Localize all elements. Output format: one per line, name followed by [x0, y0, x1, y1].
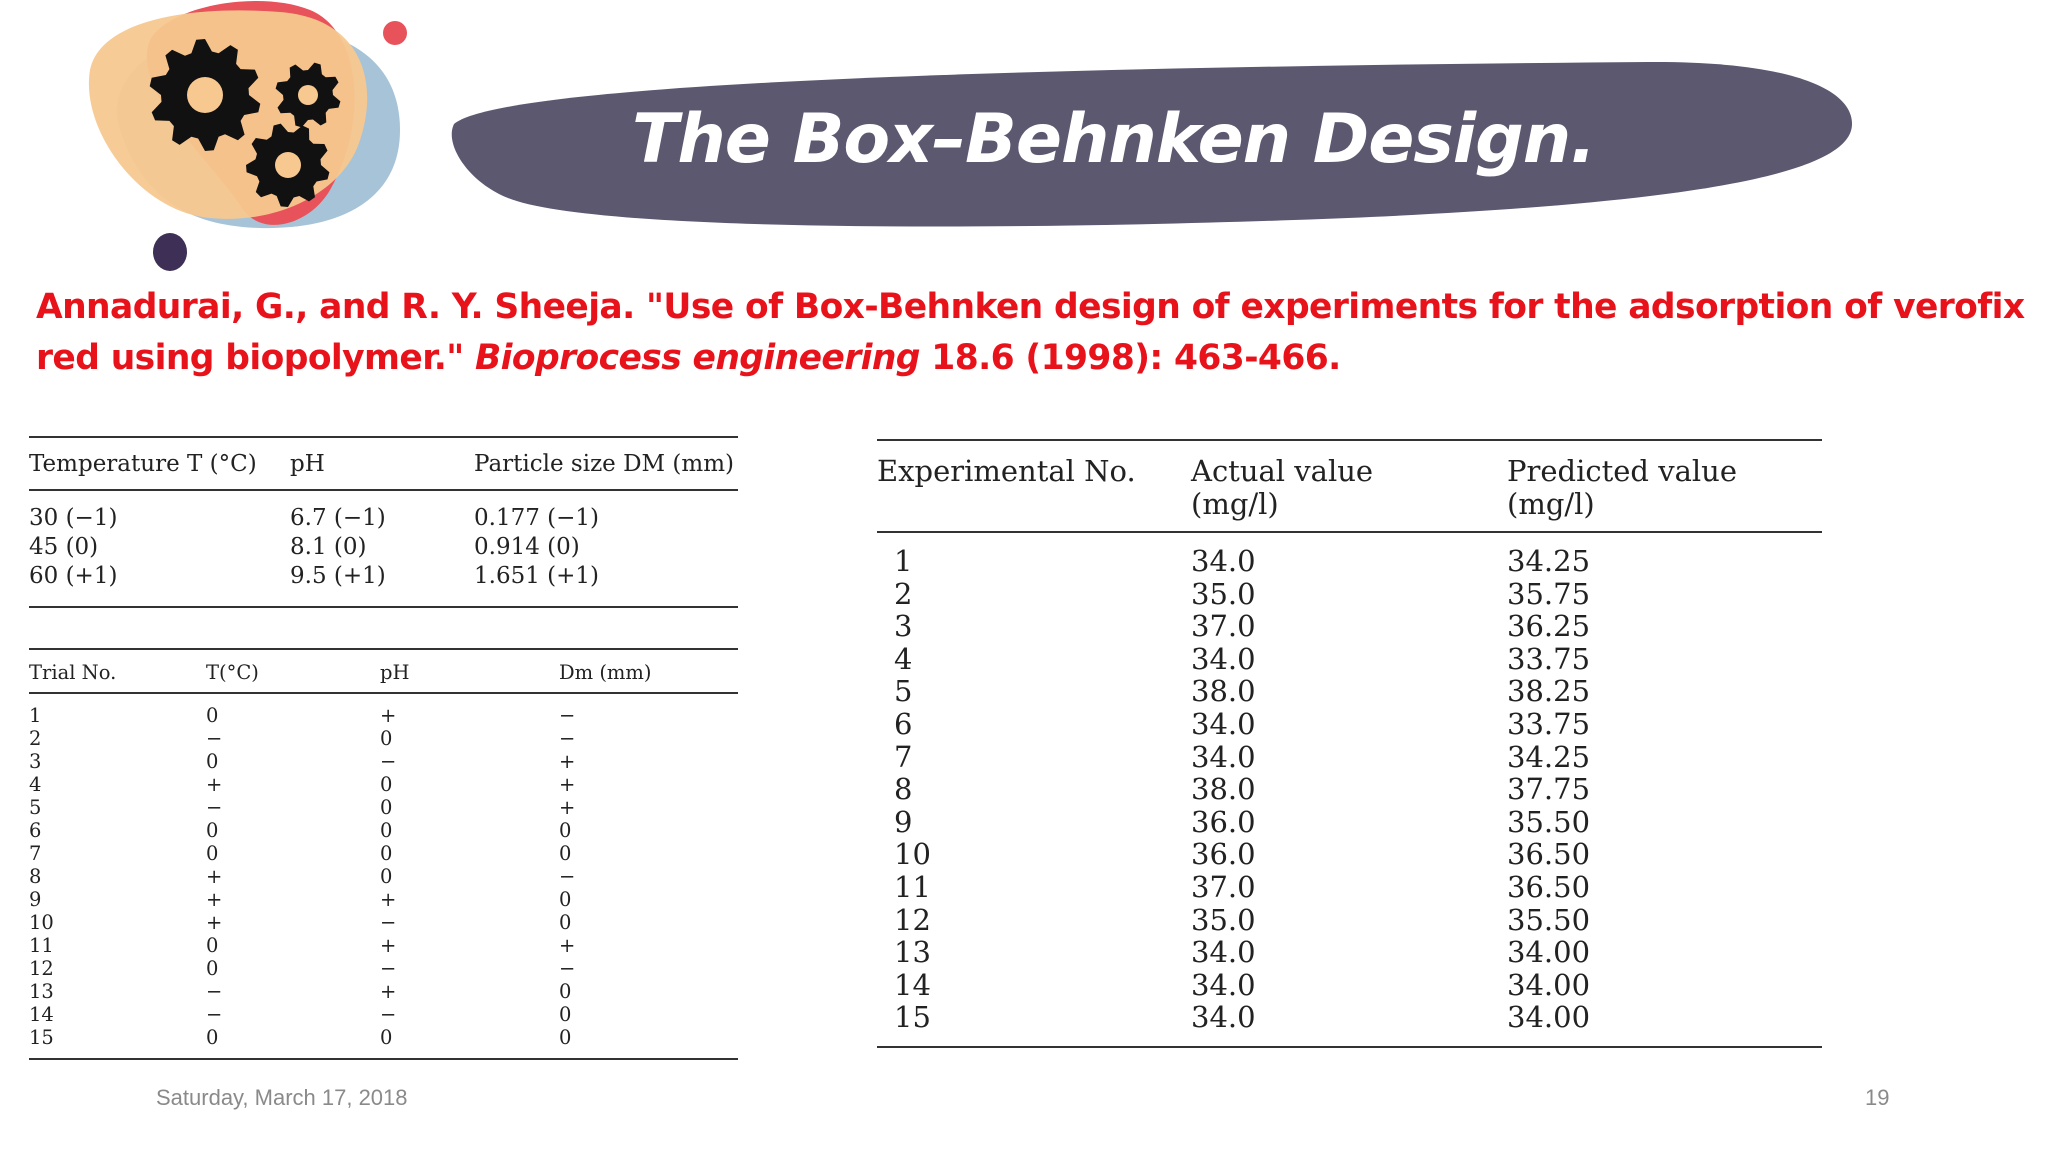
design-matrix-table: [29, 648, 738, 1060]
table-cell: 0: [559, 819, 572, 842]
table-row: [29, 888, 738, 911]
table-row: [29, 842, 738, 865]
table-row: [29, 750, 738, 773]
table-row: [877, 773, 1822, 806]
table-cell: 37.0: [1191, 609, 1256, 644]
table-cell: +: [380, 888, 397, 911]
table-cell: 10: [29, 911, 54, 934]
table-cell: 0: [559, 1026, 572, 1049]
table-cell: 36.0: [1191, 804, 1256, 839]
table-cell: −: [206, 796, 223, 819]
table-cell: +: [380, 704, 397, 727]
table-cell: 38.0: [1191, 674, 1256, 709]
table-row: [29, 796, 738, 819]
table-cell: −: [380, 750, 397, 773]
column-header: Experimental No.: [877, 454, 1136, 488]
table-cell: 34.25: [1507, 544, 1591, 578]
column-header: Trial No.: [29, 661, 117, 684]
table-cell: 36.50: [1507, 837, 1591, 872]
table-cell: 0: [559, 1003, 572, 1026]
table-cell: 0: [380, 796, 393, 819]
table-cell: 34.0: [1191, 641, 1256, 676]
table-cell: 35.50: [1507, 902, 1591, 937]
table-cell: 11: [29, 934, 54, 957]
table-row: [29, 934, 738, 957]
table-cell: 8: [29, 865, 42, 888]
table-cell: 35.50: [1507, 804, 1591, 839]
table-header-row: [29, 437, 738, 490]
table-cell: 3: [894, 609, 913, 644]
column-header: Dm (mm): [559, 661, 652, 684]
table-cell: 7: [29, 842, 42, 865]
table-cell: 11: [894, 869, 931, 904]
table-row: [29, 911, 738, 934]
table-cell: 37.0: [1191, 869, 1256, 904]
table-cell: −: [206, 727, 223, 750]
table-row: [877, 871, 1822, 904]
table-cell: 15: [894, 1000, 931, 1035]
table-cell: 35.75: [1507, 576, 1591, 611]
table-cell: 38.25: [1507, 674, 1591, 709]
citation-journal: Bioprocess engineering: [474, 338, 920, 378]
table-cell: 34.0: [1191, 739, 1256, 774]
page-number: 19: [1865, 1085, 1890, 1110]
table-cell: 0: [380, 819, 393, 842]
table-cell: +: [206, 865, 223, 888]
table-row: [29, 533, 738, 562]
table-cell: 14: [894, 967, 931, 1002]
table-cell: 34.0: [1191, 706, 1256, 741]
table-cell: 0.177 (−1): [474, 505, 600, 531]
table-cell: 1: [894, 544, 913, 578]
dot-dark: [153, 233, 187, 271]
table-cell: −: [380, 911, 397, 934]
table-cell: 0: [380, 727, 393, 750]
table-cell: 5: [894, 674, 913, 709]
table-row: [877, 610, 1822, 643]
footer-date: Saturday, March 17, 2018: [156, 1085, 408, 1110]
table-cell: 0: [559, 888, 572, 911]
table-cell: 36.25: [1507, 609, 1591, 644]
table-cell: 0: [559, 842, 572, 865]
table-cell: 10: [894, 837, 931, 872]
table-row: [877, 806, 1822, 839]
table-row: [29, 980, 738, 1003]
table-cell: 6: [894, 706, 913, 741]
table-cell: 0.914 (0): [474, 534, 580, 560]
table-row: [877, 936, 1822, 969]
column-header: pH: [380, 661, 410, 684]
table-row: [877, 578, 1822, 611]
table-row: [29, 957, 738, 980]
table-header-row: [877, 440, 1822, 532]
table-cell: 34.00: [1507, 1000, 1591, 1035]
table-cell: 37.75: [1507, 772, 1591, 807]
table-cell: 34.00: [1507, 967, 1591, 1002]
results-table: [877, 439, 1822, 1048]
table-cell: 0: [380, 1026, 393, 1049]
table-cell: 14: [29, 1003, 54, 1026]
table-row: [877, 532, 1822, 578]
table-row: [877, 708, 1822, 741]
citation: [36, 282, 2026, 384]
table-cell: +: [380, 980, 397, 1003]
table-cell: 0: [380, 773, 393, 796]
table-cell: +: [559, 934, 576, 957]
table-cell: 15: [29, 1026, 54, 1049]
table-row: [877, 643, 1822, 676]
table-cell: +: [380, 934, 397, 957]
table-cell: 2: [29, 727, 42, 750]
column-header: Predicted value (mg/l): [1507, 454, 1738, 521]
table-cell: −: [559, 704, 576, 727]
table-cell: −: [380, 957, 397, 980]
table-cell: 12: [894, 902, 931, 937]
table-cell: 33.75: [1507, 706, 1591, 741]
table-row: [877, 969, 1822, 1002]
table-cell: +: [206, 773, 223, 796]
table-cell: 33.75: [1507, 641, 1591, 676]
table-cell: +: [206, 888, 223, 911]
table-cell: 13: [29, 980, 54, 1003]
table-row: [29, 865, 738, 888]
table-cell: 30 (−1): [29, 505, 118, 531]
table-row: [877, 1001, 1822, 1047]
table-cell: 0: [206, 934, 219, 957]
table-row: [29, 490, 738, 533]
column-header: Particle size DM (mm): [474, 451, 734, 477]
table-cell: −: [559, 865, 576, 888]
table-cell: 9.5 (+1): [290, 563, 386, 589]
table-cell: 60 (+1): [29, 563, 118, 589]
table-cell: 0: [206, 842, 219, 865]
table-cell: 0: [559, 980, 572, 1003]
table-cell: 2: [894, 576, 913, 611]
column-header: Actual value (mg/l): [1191, 454, 1374, 521]
table-cell: 3: [29, 750, 42, 773]
table-header-row: [29, 649, 738, 693]
table-cell: 8: [894, 772, 913, 807]
citation-text: Annadurai, G., and R. Y. Sheeja. "Use of Box-Behnken design of experiments for the adsorption of verofix red using biopolymer.": [36, 287, 2025, 378]
table-cell: 1.651 (+1): [474, 563, 600, 589]
factor-levels-table: [29, 436, 738, 608]
table-cell: −: [206, 1003, 223, 1026]
table-cell: 5: [29, 796, 42, 819]
table-cell: 12: [29, 957, 54, 980]
table-cell: 34.0: [1191, 1000, 1256, 1035]
table-row: [29, 1003, 738, 1026]
table-cell: 0: [559, 911, 572, 934]
table-cell: 34.0: [1191, 967, 1256, 1002]
table-cell: 35.0: [1191, 576, 1256, 611]
table-cell: +: [559, 773, 576, 796]
gears-icon: [60, 0, 440, 280]
table-cell: 34.00: [1507, 935, 1591, 970]
table-cell: 9: [29, 888, 42, 911]
table-cell: 6: [29, 819, 42, 842]
table-row: [29, 773, 738, 796]
table-cell: +: [559, 796, 576, 819]
table-cell: 13: [894, 935, 931, 970]
table-cell: −: [559, 957, 576, 980]
table-row: [29, 819, 738, 842]
table-cell: 34.0: [1191, 935, 1256, 970]
table-cell: 38.0: [1191, 772, 1256, 807]
table-cell: 4: [29, 773, 42, 796]
table-row: [29, 727, 738, 750]
page-title: The Box–Behnken Design.: [632, 100, 1596, 179]
citation-rest: 18.6 (1998): 463-466.: [919, 338, 1341, 378]
table-cell: −: [380, 1003, 397, 1026]
table-cell: +: [559, 750, 576, 773]
table-cell: 34.0: [1191, 544, 1256, 578]
table-row: [877, 904, 1822, 937]
table-cell: 45 (0): [29, 534, 99, 560]
column-header: Temperature T (°C): [29, 451, 257, 477]
table-row: [29, 562, 738, 607]
table-cell: −: [206, 980, 223, 1003]
dot-red: [383, 21, 407, 45]
table-cell: 36.0: [1191, 837, 1256, 872]
table-cell: 0: [206, 1026, 219, 1049]
table-row: [877, 838, 1822, 871]
column-header: T(°C): [206, 661, 259, 684]
table-cell: 6.7 (−1): [290, 505, 386, 531]
table-cell: −: [559, 727, 576, 750]
table-cell: 0: [380, 842, 393, 865]
table-row: [29, 1026, 738, 1059]
table-cell: +: [206, 911, 223, 934]
table-cell: 0: [206, 819, 219, 842]
table-cell: 0: [206, 704, 219, 727]
table-cell: 7: [894, 739, 913, 774]
table-cell: 36.50: [1507, 869, 1591, 904]
table-cell: 35.0: [1191, 902, 1256, 937]
table-cell: 0: [380, 865, 393, 888]
table-row: [877, 675, 1822, 708]
table-cell: 8.1 (0): [290, 534, 367, 560]
table-row: [877, 741, 1822, 774]
column-header: pH: [290, 451, 325, 477]
table-cell: 34.25: [1507, 739, 1591, 774]
table-cell: 0: [206, 957, 219, 980]
table-row: [29, 693, 738, 727]
table-cell: 4: [894, 641, 913, 676]
table-cell: 0: [206, 750, 219, 773]
table-cell: 1: [29, 704, 42, 727]
table-cell: 9: [894, 804, 913, 839]
